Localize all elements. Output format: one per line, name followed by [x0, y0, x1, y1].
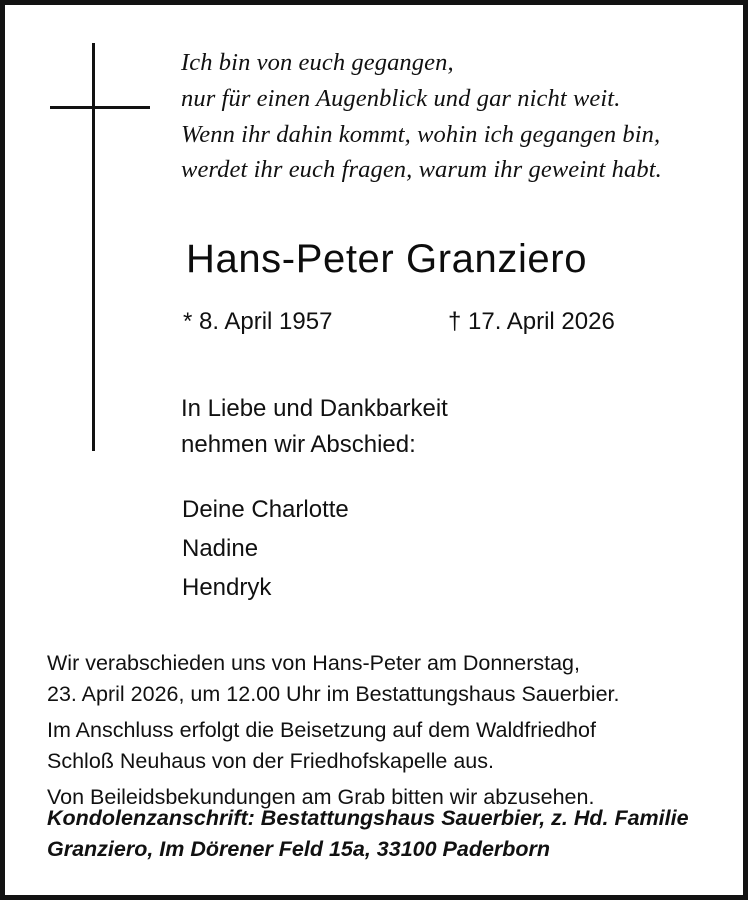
life-dates: [183, 308, 663, 336]
verse-block: [181, 45, 721, 188]
death-date: † 17. April 2026: [448, 308, 615, 335]
verse-line: Ich bin von euch gegangen,: [181, 49, 454, 76]
list-item: Hendryk: [182, 574, 272, 602]
verse-line: werdet ihr euch fragen, warum ihr geweint habt.: [181, 156, 662, 184]
list-item: Deine Charlotte: [182, 496, 349, 523]
details-paragraph: [47, 715, 717, 776]
funeral-details: [47, 648, 717, 813]
condolence-line: Granziero, Im Dörener Feld 15a, 33100 Paderborn: [47, 836, 551, 861]
details-line: Von Beileidsbekundungen am Grab bitten wir abzusehen.: [47, 785, 595, 810]
condolence-line: Kondolenzanschrift: Bestattungshaus Sauerbier, z. Hd. Familie: [47, 806, 689, 830]
details-paragraph: [47, 648, 717, 709]
deceased-name: Hans-Peter Granziero: [186, 237, 588, 281]
dedication-line: In Liebe und Dankbarkeit: [181, 395, 448, 422]
birth-date: * 8. April 1957: [183, 308, 333, 335]
verse-line: nur für einen Augenblick und gar nicht weit.: [181, 84, 621, 112]
details-line: Wir verabschieden uns von Hans-Peter am Donnerstag,: [47, 651, 580, 675]
condolence-address: [47, 803, 727, 864]
dedication-line: nehmen wir Abschied:: [181, 431, 416, 459]
obituary-content: [5, 5, 743, 895]
obituary-inner: [5, 5, 743, 895]
details-line: Schloß Neuhaus von der Friedhofskapelle aus.: [47, 748, 494, 773]
dedication-block: [181, 391, 448, 464]
verse-line: Wenn ihr dahin kommt, wohin ich gegangen bin,: [181, 120, 661, 148]
details-line: 23. April 2026, um 12.00 Uhr im Bestattungshaus Sauerbier.: [47, 681, 620, 706]
survivors-list: [182, 490, 349, 607]
list-item: Nadine: [182, 535, 259, 563]
details-line: Im Anschluss erfolgt die Beisetzung auf dem Waldfriedhof: [47, 718, 596, 743]
